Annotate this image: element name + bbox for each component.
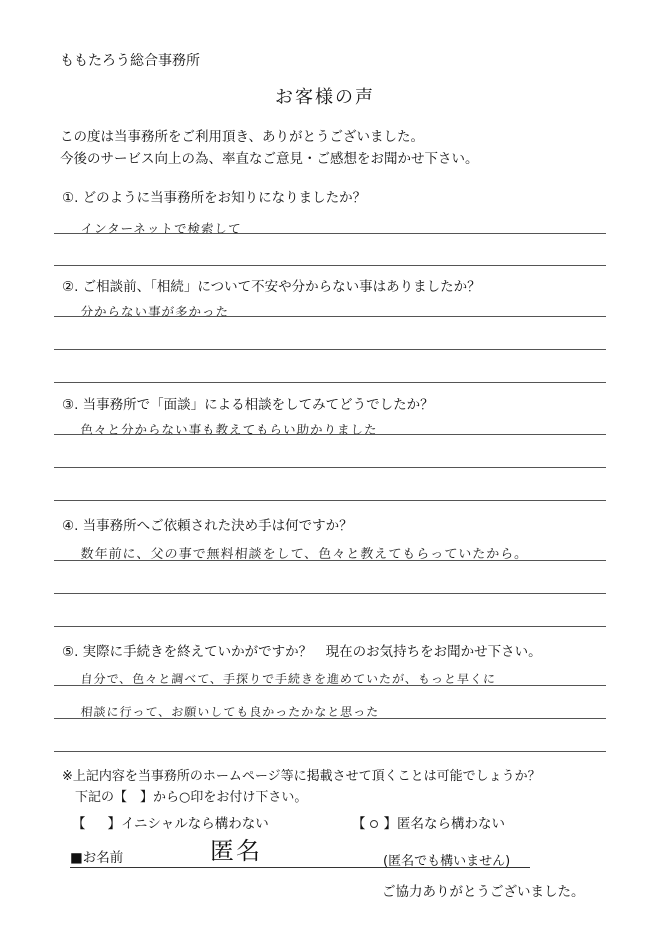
company-name: ももたろう総合事務所 — [60, 53, 200, 69]
question-3: ③. 当事務所で「面談」による相談をしてみてどうでしたか？ — [62, 397, 434, 413]
option-initial-label: 】イニシャルなら構わない — [107, 816, 269, 832]
answer-line — [54, 233, 606, 234]
answer-line — [54, 382, 606, 383]
answer-line — [54, 265, 606, 266]
answer-5-line-1: 自分で、色々と調べて、手探りで手続きを進めていたが、もっと早くに — [80, 672, 497, 686]
answer-2-line-1: 分からない事が多かった — [80, 304, 230, 319]
answer-4-line-1: 数年前に、父の事で無料相談をして、色々と教えてもらっていたから。 — [80, 547, 529, 562]
bracket-open: 【 — [352, 816, 366, 832]
answer-5-line-2: 相談に行って、お願いしても良かったかなと思った — [80, 705, 380, 719]
selected-circle-mark — [370, 820, 378, 828]
answer-line — [54, 500, 606, 501]
option-anonymous[interactable] — [352, 812, 505, 832]
answer-line — [54, 626, 606, 627]
question-1: ①. どのように当事務所をお知りになりましたか？ — [62, 190, 367, 206]
intro-line-2: 今後のサービス向上の為、率直なご意見・ご感想をお聞かせ下さい。 — [60, 151, 479, 167]
closing-thanks: ご協力ありがとうございました。 — [382, 884, 585, 900]
option-initial[interactable] — [72, 812, 269, 832]
answer-1-line-1: インターネットで検索して — [80, 221, 243, 236]
answer-line — [54, 718, 606, 719]
answer-line — [54, 316, 606, 317]
question-2: ②. ご相談前、「相続」について不安や分からない事はありましたか？ — [62, 279, 481, 295]
question-4: ④. 当事務所へご依頼された決め手は何ですか？ — [62, 518, 353, 534]
answer-line — [54, 349, 606, 350]
answer-line — [54, 434, 606, 435]
answer-line — [54, 685, 606, 686]
name-note: (匿名でも構いません) — [383, 854, 511, 869]
answer-line — [54, 467, 606, 468]
form-title: お客様の声 — [275, 87, 375, 108]
consent-instruction: 下記の【 】から○印をお付け下さい。 — [75, 790, 308, 805]
name-label: ■お名前 — [70, 850, 124, 866]
answer-line — [54, 593, 606, 594]
name-value[interactable]: 匿名 — [210, 837, 262, 865]
answer-line — [54, 751, 606, 752]
question-5: ⑤. 実際に手続きを終えていかがですか？ 現在のお気持ちをお聞かせ下さい。 — [62, 644, 542, 660]
bracket-open: 【 — [72, 816, 86, 832]
answer-3-line-1: 色々と分からない事も教えてもらい助かりました — [80, 422, 379, 437]
option-anonymous-label: 】匿名なら構わない — [383, 816, 505, 832]
consent-question: ※上記内容を当事務所のホームページ等に掲載させて頂くことは可能でしょうか？ — [62, 769, 541, 784]
answer-line — [54, 560, 606, 561]
intro-line-1: この度は当事務所をご利用頂き、ありがとうございました。 — [60, 129, 424, 145]
